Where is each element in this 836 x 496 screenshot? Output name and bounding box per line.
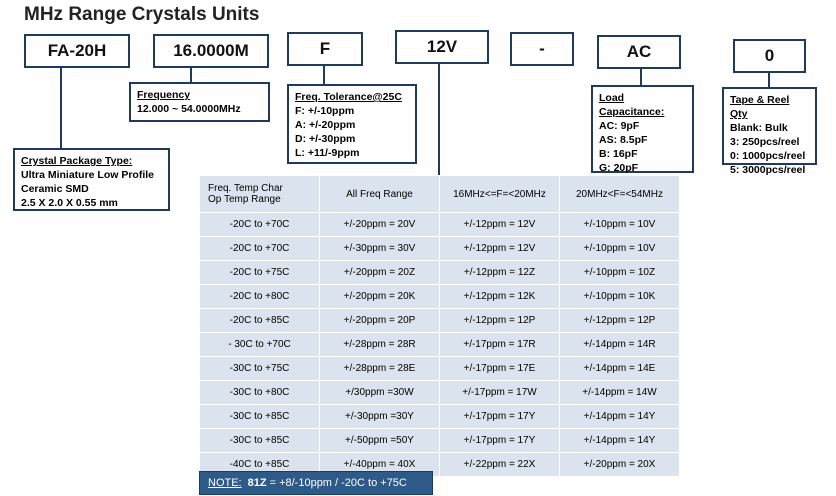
table-cell: +/-10ppm = 10V xyxy=(560,213,680,237)
load-box xyxy=(591,85,694,173)
table-row xyxy=(200,357,680,381)
table-header-cell: All Freq Range xyxy=(320,176,440,213)
table-cell: -30C to +80C xyxy=(200,381,320,405)
table-cell: -20C to +70C xyxy=(200,213,320,237)
table-header-cell: 20MHz<F=<54MHz xyxy=(560,176,680,213)
package-line: 2.5 X 2.0 X 0.55 mm xyxy=(21,197,118,209)
note-text: = +8/-10ppm / -20C to +75C xyxy=(269,477,407,489)
table-cell: +/-17ppm = 17R xyxy=(440,333,560,357)
tolerance-line: F: +/-10ppm xyxy=(295,105,355,117)
tape-line: 3: 250pcs/reel xyxy=(730,136,800,148)
table-header-cell: Freq. Temp Char Op Temp Range xyxy=(200,176,320,213)
table-cell: -40C to +85C xyxy=(200,453,320,477)
table-cell: +/-17ppm = 17W xyxy=(440,381,560,405)
table-row xyxy=(200,405,680,429)
table-cell: +/-14ppm = 14Y xyxy=(560,429,680,453)
table-cell: +/-22ppm = 22X xyxy=(440,453,560,477)
table-cell: +/-50ppm =50Y xyxy=(320,429,440,453)
note-code: 81Z xyxy=(247,477,267,489)
code-box-tolerance: F xyxy=(287,32,363,66)
connector-load xyxy=(640,69,642,85)
table-cell: +/-12ppm = 12K xyxy=(440,285,560,309)
table-cell: +/-17ppm = 17Y xyxy=(440,405,560,429)
package-line: Ultra Miniature Low Profile xyxy=(21,169,155,181)
table-cell: -30C to +75C xyxy=(200,357,320,381)
table-cell: +/-14ppm = 14W xyxy=(560,381,680,405)
table-cell: +/-10ppm = 10Z xyxy=(560,261,680,285)
package-heading: Crystal Package Type: xyxy=(21,155,133,167)
table-cell: +/-30ppm =30Y xyxy=(320,405,440,429)
table-cell: +/-20ppm = 20X xyxy=(560,453,680,477)
tolerance-line: L: +11/-9ppm xyxy=(295,147,360,159)
tolerance-line: D: +/-30ppm xyxy=(295,133,356,145)
table-cell: -30C to +85C xyxy=(200,429,320,453)
table-cell: +/-10ppm = 10K xyxy=(560,285,680,309)
table-cell: -20C to +75C xyxy=(200,261,320,285)
table-cell: -30C to +85C xyxy=(200,405,320,429)
table-row xyxy=(200,333,680,357)
table-cell: +/-12ppm = 12V xyxy=(440,237,560,261)
load-line: B: 16pF xyxy=(599,148,638,160)
table-cell: +/-12ppm = 12Z xyxy=(440,261,560,285)
tolerance-box xyxy=(287,84,417,164)
code-box-temp: 12V xyxy=(395,30,489,64)
table-row xyxy=(200,429,680,453)
table-cell: +/-14ppm = 14E xyxy=(560,357,680,381)
table-cell: -20C to +85C xyxy=(200,309,320,333)
table-header-cell: 16MHz<=F=<20MHz xyxy=(440,176,560,213)
code-box-package: FA-20H xyxy=(24,34,130,68)
tape-heading: Tape & Reel Qty xyxy=(730,94,790,120)
table-cell: +/-14ppm = 14Y xyxy=(560,405,680,429)
tape-line: Blank: Bulk xyxy=(730,122,788,134)
tolerance-heading: Freq. Tolerance@25C xyxy=(295,91,402,103)
tape-box xyxy=(722,87,817,176)
table-cell: -20C to +70C xyxy=(200,237,320,261)
table-cell: +/-20ppm = 20V xyxy=(320,213,440,237)
table-row xyxy=(200,213,680,237)
table-cell: +/-12ppm = 12P xyxy=(440,309,560,333)
load-line: AS: 8.5pF xyxy=(599,134,648,146)
table-cell: +/-28ppm = 28R xyxy=(320,333,440,357)
note-bar xyxy=(199,471,433,495)
table-cell: - 30C to +70C xyxy=(200,333,320,357)
code-box-frequency: 16.0000M xyxy=(153,34,269,68)
load-line: G: 20pF xyxy=(599,162,639,174)
connector-tolerance xyxy=(323,66,325,84)
table-cell: +/30ppm =30W xyxy=(320,381,440,405)
table-row xyxy=(200,309,680,333)
connector-frequency xyxy=(190,68,192,82)
table-cell: +/-20ppm = 20P xyxy=(320,309,440,333)
table-cell: +/-30ppm = 30V xyxy=(320,237,440,261)
code-box-tape: 0 xyxy=(733,39,806,73)
table-row xyxy=(200,261,680,285)
tape-line: 0: 1000pcs/reel xyxy=(730,150,806,162)
frequency-line: 12.000 ~ 54.0000MHz xyxy=(137,103,241,115)
code-box-load: AC xyxy=(597,35,681,69)
table-cell: +/-40ppm = 40X xyxy=(320,453,440,477)
code-box-separator: - xyxy=(510,32,574,66)
table-header-row xyxy=(200,176,680,213)
table-cell: +/-17ppm = 17Y xyxy=(440,429,560,453)
connector-temp xyxy=(438,64,440,175)
frequency-heading: Frequency xyxy=(137,89,191,101)
table-cell: +/-17ppm = 17E xyxy=(440,357,560,381)
table-cell: +/-12ppm = 12V xyxy=(440,213,560,237)
table-cell: +/-14ppm = 14R xyxy=(560,333,680,357)
connector-package xyxy=(60,68,62,148)
table-row xyxy=(200,237,680,261)
table-cell: +/-10ppm = 10V xyxy=(560,237,680,261)
table-cell: +/-28ppm = 28E xyxy=(320,357,440,381)
table-cell: +/-12ppm = 12P xyxy=(560,309,680,333)
load-heading: Load Capacitance: xyxy=(599,92,665,118)
table-cell: +/-20ppm = 20Z xyxy=(320,261,440,285)
load-line: AC: 9pF xyxy=(599,120,640,132)
table-cell: +/-20ppm = 20K xyxy=(320,285,440,309)
tolerance-line: A: +/-20ppm xyxy=(295,119,356,131)
tape-line: 5: 3000pcs/reel xyxy=(730,164,806,176)
package-line: Ceramic SMD xyxy=(21,183,89,195)
table-row xyxy=(200,381,680,405)
note-label: NOTE: xyxy=(208,477,242,489)
table-cell: -20C to +80C xyxy=(200,285,320,309)
connector-tape xyxy=(768,73,770,87)
page-title: MHz Range Crystals Units xyxy=(24,4,260,25)
package-box xyxy=(13,148,170,211)
temp-char-table xyxy=(199,175,680,477)
frequency-box xyxy=(129,82,270,122)
table-row xyxy=(200,285,680,309)
